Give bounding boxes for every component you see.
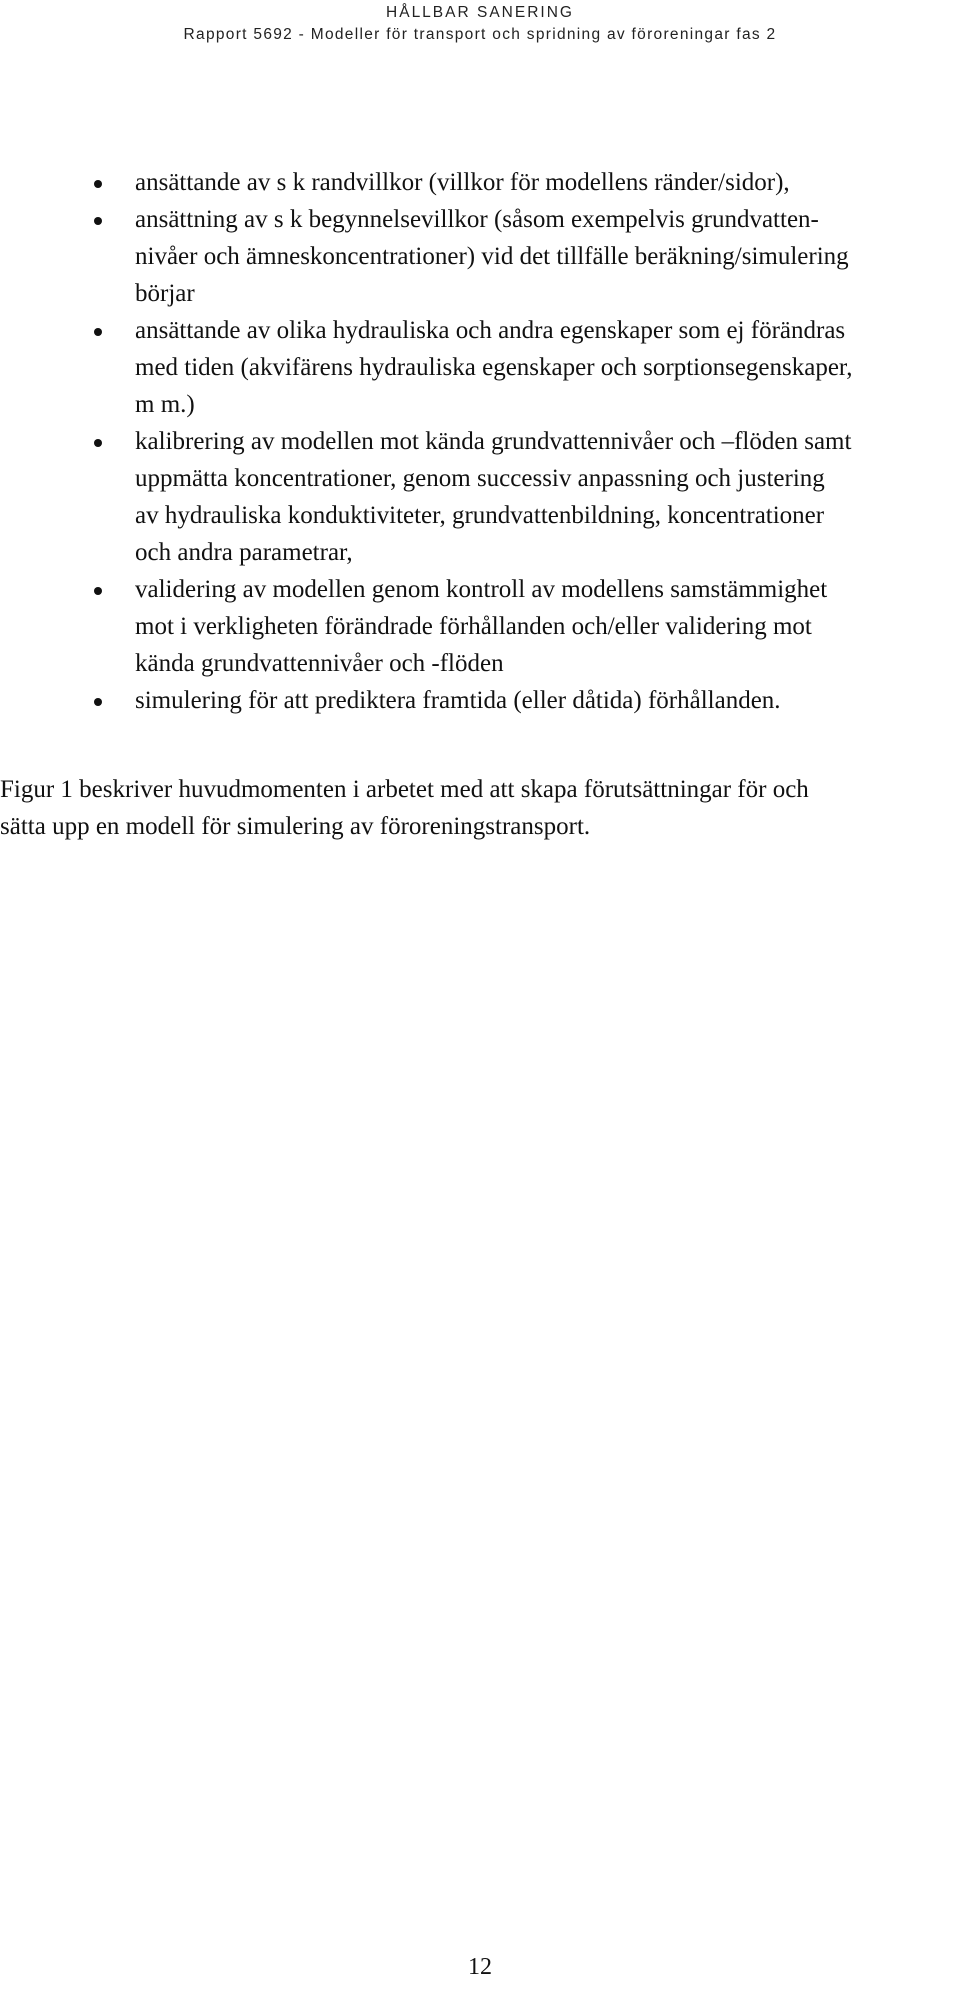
bullet-icon bbox=[94, 698, 102, 706]
bullet-line: och andra parametrar, bbox=[135, 539, 353, 566]
bullet-line: ansättande av s k randvillkor (villkor för modellens ränder/sidor), bbox=[135, 169, 790, 196]
paragraph-line: Figur 1 beskriver huvudmomenten i arbetet med att skapa förutsättningar för och bbox=[0, 776, 809, 803]
bullet-line: kalibrering av modellen mot kända grundvattennivåer och –flöden samt bbox=[135, 428, 852, 455]
body-paragraph bbox=[0, 771, 940, 845]
bullet-line: nivåer och ämneskoncentrationer) vid det tillfälle beräkning/simulering bbox=[135, 243, 849, 270]
bullet-item-1 bbox=[0, 164, 960, 201]
bullet-line: uppmätta koncentrationer, genom successiv anpassning och justering bbox=[135, 465, 825, 492]
bullet-item-4 bbox=[0, 423, 960, 571]
bullet-line: med tiden (akvifärens hydrauliska egenskaper och sorptionsegenskaper, bbox=[135, 354, 853, 381]
bullet-item-2 bbox=[0, 201, 960, 312]
bullet-line: m m.) bbox=[135, 391, 195, 418]
running-header bbox=[0, 2, 960, 46]
header-title: HÅLLBAR SANERING bbox=[386, 4, 574, 21]
page-number: 12 bbox=[468, 1954, 492, 1980]
header-subtitle: Rapport 5692 - Modeller för transport och spridning av föroreningar fas 2 bbox=[183, 26, 777, 43]
bullet-line: ansättning av s k begynnelsevillkor (såsom exempelvis grundvatten- bbox=[135, 206, 819, 233]
bullet-item-6 bbox=[0, 682, 960, 719]
bullet-line: ansättande av olika hydrauliska och andra egenskaper som ej förändras bbox=[135, 317, 846, 344]
bullet-icon bbox=[94, 180, 102, 188]
bullet-line: börjar bbox=[135, 280, 195, 307]
bullet-line: kända grundvattennivåer och -flöden bbox=[135, 650, 504, 677]
paragraph-line: sätta upp en modell för simulering av föroreningstransport. bbox=[0, 813, 591, 840]
bullet-line: validering av modellen genom kontroll av modellens samstämmighet bbox=[135, 576, 828, 603]
bullet-line: simulering för att prediktera framtida (eller dåtida) förhållanden. bbox=[135, 687, 781, 714]
bullet-line: av hydrauliska konduktiviteter, grundvattenbildning, koncentrationer bbox=[135, 502, 825, 529]
bullet-line: mot i verkligheten förändrade förhållanden och/eller validering mot bbox=[135, 613, 812, 640]
bullet-list bbox=[0, 164, 960, 719]
bullet-icon bbox=[94, 439, 102, 447]
bullet-item-5 bbox=[0, 571, 960, 682]
bullet-icon bbox=[94, 328, 102, 336]
bullet-item-3 bbox=[0, 312, 960, 423]
bullet-icon bbox=[94, 587, 102, 595]
bullet-icon bbox=[94, 217, 102, 225]
